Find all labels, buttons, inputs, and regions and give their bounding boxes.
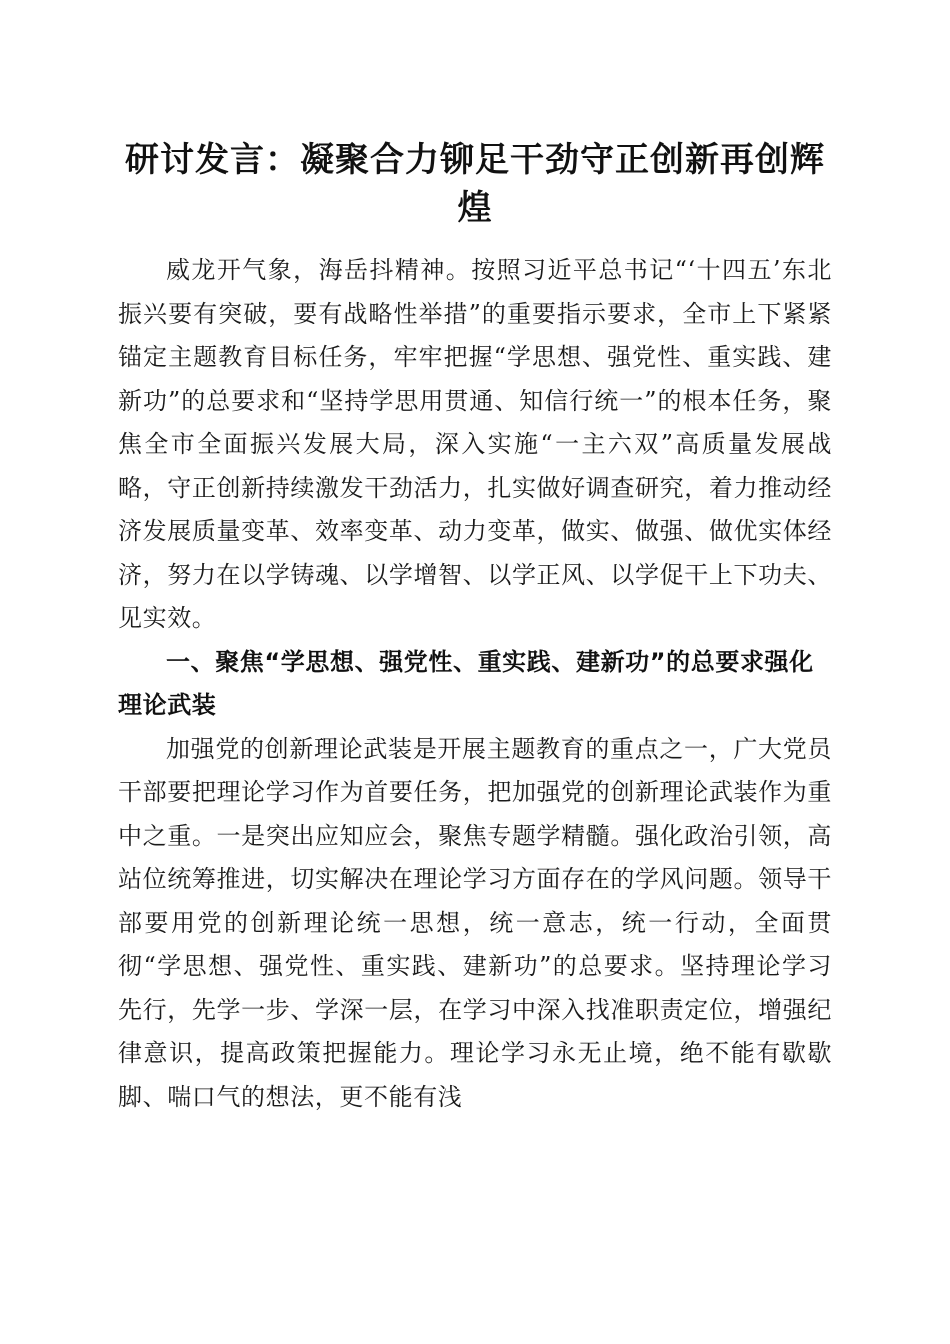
intro-paragraph: 威龙开气象，海岳抖精神。按照习近平总书记“‘十四五’东北振兴要有突破，要有战略性举措”的重要指示要求，全市上下紧紧锚定主题教育目标任务，牢牢把握“学思想、强党性、重实践、建新功”的总要求和“坚持学思用贯通、知信行统一”的根本任务，聚焦全市全面振兴发展大局，深入实施“一主六双”高质量发展战略，守正创新持续激发干劲活力，扎实做好调查研究，着力推动经济发展质量变革、效率变革、动力变革，做实、做强、做优实体经济，努力在以学铸魂、以学增智、以学正风、以学促干上下功夫、见实效。 — [118, 256, 832, 632]
section-1-paragraph: 加强党的创新理论武装是开展主题教育的重点之一，广大党员干部要把理论学习作为首要任务，把加强党的创新理论武装作为重中之重。一是突出应知应会，聚焦专题学精髓。强化政治引领，高站位统筹推进，切实解决在理论学习方面存在的学风问题。领导干部要用党的创新理论统一思想，统一意志，统一行动，全面贯彻“学思想、强党性、重实践、建新功”的总要求。坚持理论学习先行，先学一步、学深一层，在学习中深入找准职责定位，增强纪律意识，提高政策把握能力。理论学习永无止境，绝不能有歇歇脚、喘口气的想法，更不能有浅 — [118, 734, 832, 1111]
document-body — [118, 249, 832, 1119]
section-1-heading: 一、聚焦“学思想、强党性、重实践、建新功”的总要求强化理论武装 — [118, 647, 814, 719]
document-title: 研讨发言：凝聚合力铆足干劲守正创新再创辉煌 — [125, 140, 825, 228]
